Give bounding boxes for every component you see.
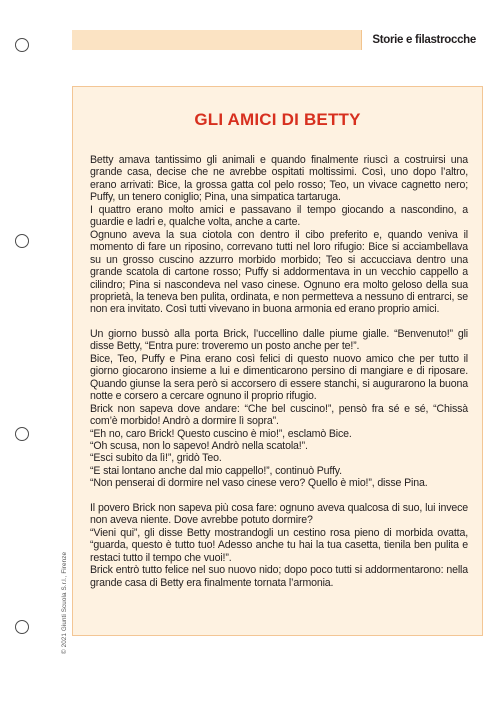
story-body bbox=[90, 154, 468, 589]
paragraph: “Eh no, caro Brick! Questo cuscino è mio!”, esclamò Bice. bbox=[90, 427, 352, 440]
paragraph: Bice, Teo, Puffy e Pina erano così felici di questo nuovo amico che per tutto il giorno giocarono insieme a lui e dimenticarono persino di mangiare e di riposare. Quando giunse la sera però si accorsero di essere stanchi, si augurarono la buona notte e corsero a cercare ognuno il proprio rifugio. bbox=[90, 352, 468, 403]
paragraph: “Oh scusa, non lo sapevo! Andrò nella scatola!”. bbox=[90, 439, 308, 452]
binder-hole-lower bbox=[15, 427, 29, 441]
paragraph: Un giorno bussò alla porta Brick, l’uccellino dalle piume gialle. “Benvenuto!” gli disse Betty, “Entra pure: troveremo un posto anche per te!”. bbox=[90, 327, 468, 353]
section-label: Storie e filastrocche bbox=[361, 30, 484, 50]
story-title: GLI AMICI DI BETTY bbox=[194, 110, 361, 129]
paragraph: “E stai lontano anche dal mio cappello!”, continuò Puffy. bbox=[90, 464, 342, 477]
paragraph: Betty amava tantissimo gli animali e quando finalmente riuscì a costruirsi una grande casa, decise che ne avrebbe ospitati moltissimi. Così, uno dopo l’altro, erano arrivati: Bice, la grossa gatta col pelo rosso; Teo, un vivace cagnetto nero; Puffy, un tenero coniglio; Pina, una simpatica tartaruga. bbox=[90, 154, 468, 204]
paragraph: “Esci subito da lì!”, gridò Teo. bbox=[90, 452, 222, 465]
binder-hole-upper bbox=[15, 234, 29, 248]
paragraph: “Vieni qui”, gli disse Betty mostrandogli un cestino rosa pieno di morbida ovatta, “guarda, questo è tutto tuo! Adesso anche tu hai la tua casetta, tienila ben pulita e restaci tutto il tempo che vuoi!”. bbox=[90, 526, 468, 564]
paragraph: Brick entrò tutto felice nel suo nuovo nido; dopo poco tutti si addormentarono: nella grande casa di Betty era finalmente tornata l’armonia. bbox=[90, 564, 468, 589]
paragraph: Ognuno aveva la sua ciotola con dentro il cibo preferito e, quando veniva il momento di fare un riposino, correvano tutti nel loro rifugio: Bice si acciambellava su un grosso cuscino azzurro morbido morbido; Teo si accucciava dentro una grande scatola di cartone rosso; Puffy si addormentava in un vecchio cappello a cilindro; Pina si nascondeva nel vaso cinese. Ognuno era molto geloso della sua proprietà, la teneva ben pulita, ordinata, e non permetteva a nessuno di entrarci, se non era invitato. Così tutti vivevano in buona armonia ed erano proprio amici. bbox=[90, 228, 468, 316]
paragraph: Brick non sapeva dove andare: “Che bel cuscino!”, pensò fra sé e sé, “Chissà com’è morbido! Andrò a dormire lì sopra”. bbox=[90, 402, 468, 428]
binder-hole-top bbox=[15, 38, 29, 52]
paragraph: Il povero Brick non sapeva più cosa fare: ognuno aveva qualcosa di suo, lui invece non aveva niente. Dove avrebbe potuto dormire? bbox=[90, 501, 468, 527]
binder-hole-bottom bbox=[15, 620, 29, 634]
paragraph: I quattro erano molto amici e passavano il tempo giocando a nascondino, a guardie e ladri e, qualche volta, anche a carte. bbox=[90, 203, 468, 229]
paragraph: “Non penserai di dormire nel vaso cinese vero? Quello è mio!”, disse Pina. bbox=[90, 477, 428, 490]
copyright-notice: © 2021 Giunti Scuola S.r.l., Firenze bbox=[61, 551, 68, 654]
